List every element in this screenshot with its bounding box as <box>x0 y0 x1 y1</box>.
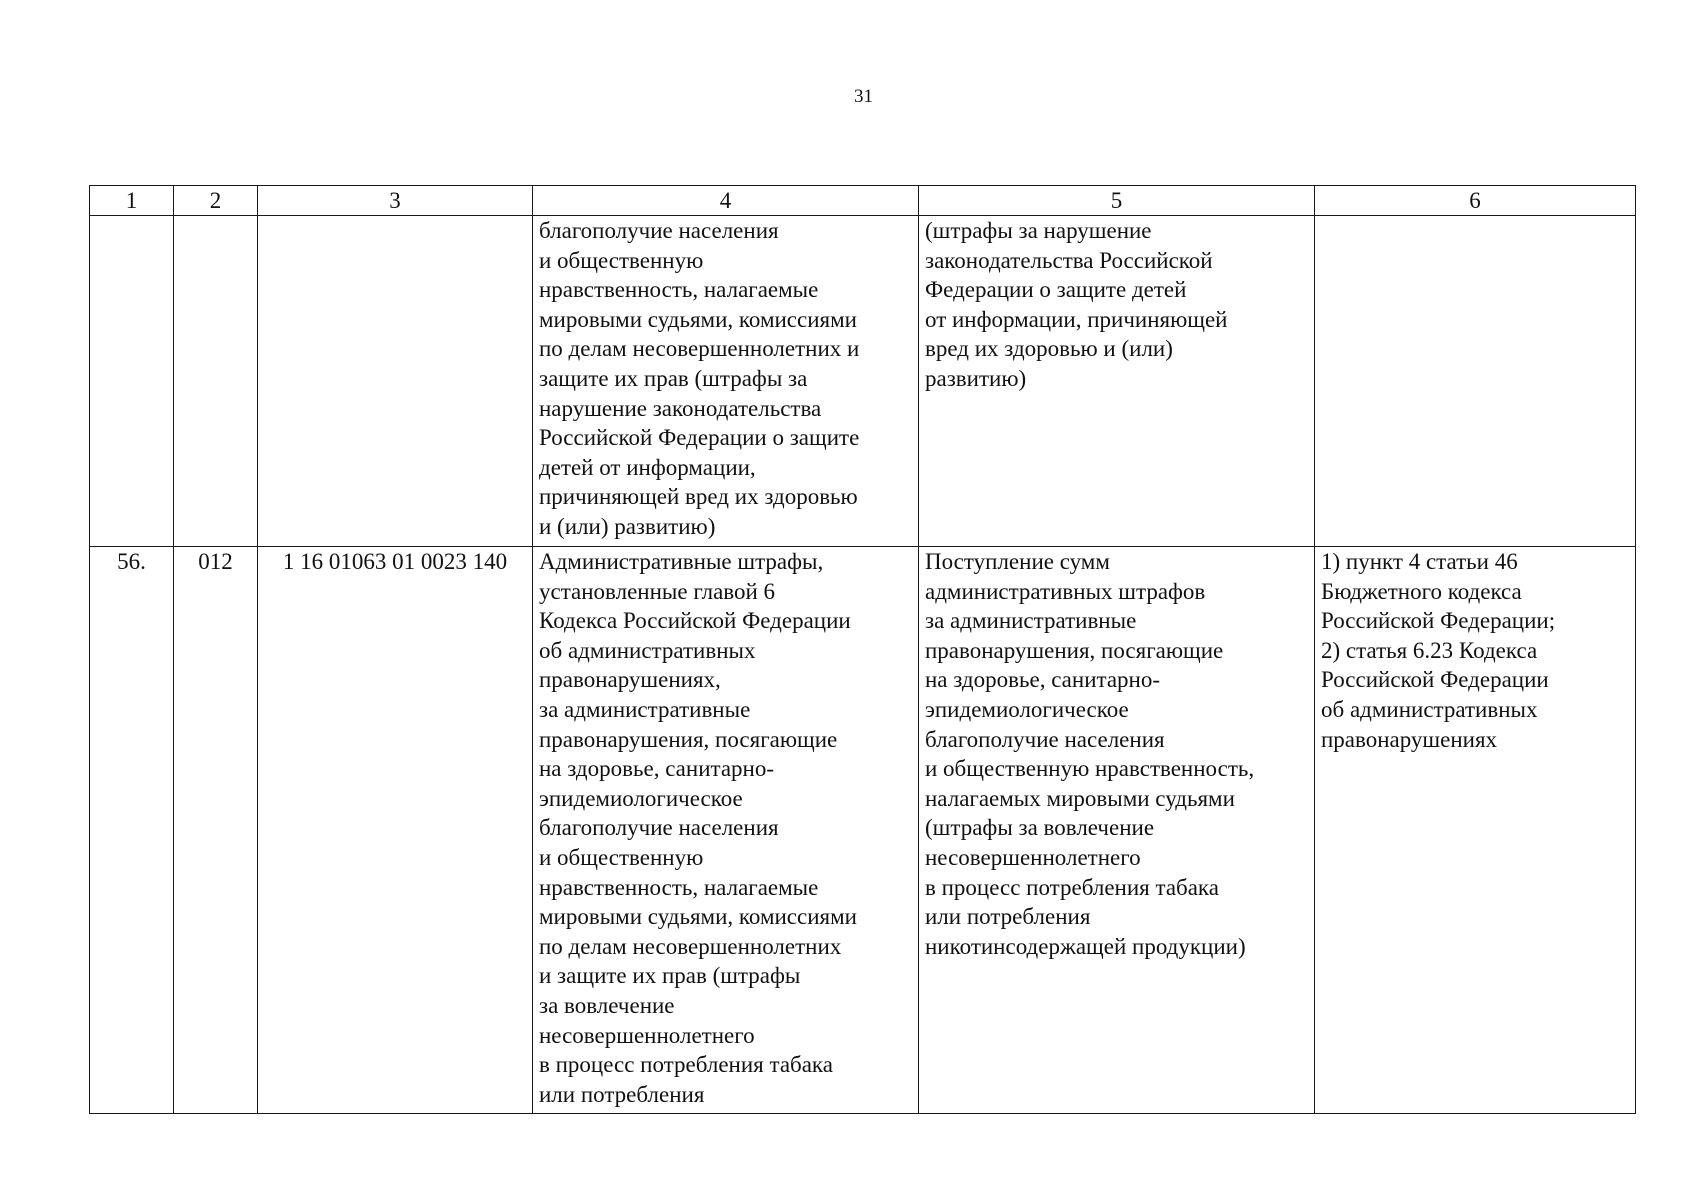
text-line: мировыми судьями, комиссиями <box>539 904 857 930</box>
text-line: правонарушения, посягающие <box>539 726 838 752</box>
text-line: от информации, причиняющей <box>925 306 1228 332</box>
text-line: вред их здоровью и (или) <box>925 336 1173 362</box>
header-col-2: 2 <box>174 186 258 216</box>
text-line: на здоровье, санитарно- <box>925 667 1161 693</box>
text-line: Поступление сумм <box>925 549 1110 574</box>
cell-number: 56. <box>90 547 174 1114</box>
text-line: или потребления <box>539 1081 705 1107</box>
text-line: (штрафы за вовлечение <box>925 815 1155 841</box>
cell-income-description <box>919 216 1315 547</box>
text-line: налагаемых мировыми судьями <box>925 785 1235 811</box>
text-line: по делам несовершеннолетних и <box>539 336 860 362</box>
text-line: эпидемиологическое <box>539 785 743 811</box>
cell-income-description <box>919 547 1315 1114</box>
cell-admin-code <box>174 216 258 547</box>
text-line: детей от информации, <box>539 454 756 480</box>
text-line: и (или) развитию) <box>539 513 716 539</box>
header-row <box>90 186 1636 216</box>
text-line: правонарушения, посягающие <box>925 637 1224 663</box>
cell-budget-code: 1 16 01063 01 0023 140 <box>258 547 533 1114</box>
text-line: Бюджетного кодекса <box>1321 578 1522 604</box>
text-line: нарушение законодательства <box>539 395 822 421</box>
text-line: несовершеннолетнего <box>925 844 1141 870</box>
text-line: за вовлечение <box>539 992 675 1018</box>
text-line: об административных <box>1321 696 1538 722</box>
text-line: административных штрафов <box>925 578 1206 604</box>
cell-income-name <box>533 547 919 1114</box>
cell-budget-code <box>258 216 533 547</box>
budget-classification-table <box>89 185 1636 1114</box>
text-line: Административные штрафы, <box>539 549 824 574</box>
text-line: по делам несовершеннолетних <box>539 933 842 959</box>
text-line: 2) статья 6.23 Кодекса <box>1321 637 1538 663</box>
text-line: на здоровье, санитарно- <box>539 756 775 782</box>
text-line: Российской Федерации; <box>1321 608 1556 634</box>
text-line: за административные <box>539 696 751 722</box>
header-col-5: 5 <box>919 186 1315 216</box>
header-col-4: 4 <box>533 186 919 216</box>
text-line: Федерации о защите детей <box>925 277 1187 303</box>
table-row-continuation <box>90 216 1636 547</box>
text-line: за административные <box>925 608 1137 634</box>
cell-legal-basis <box>1315 547 1636 1114</box>
text-line: правонарушениях <box>1321 726 1498 752</box>
text-line: и общественную нравственность, <box>925 756 1255 782</box>
text-line: причиняющей вред их здоровью <box>539 484 858 510</box>
text-line: в процесс потребления табака <box>925 874 1219 900</box>
cell-income-name <box>533 216 919 547</box>
text-line: и общественную <box>539 247 704 273</box>
cell-admin-code: 012 <box>174 547 258 1114</box>
text-line: установленные главой 6 <box>539 578 776 604</box>
text-line: нравственность, налагаемые <box>539 874 819 900</box>
header-col-1: 1 <box>90 186 174 216</box>
text-line: (штрафы за нарушение <box>925 218 1152 243</box>
text-line: благополучие населения <box>925 726 1165 752</box>
text-line: Российской Федерации о защите <box>539 425 860 451</box>
text-line: в процесс потребления табака <box>539 1052 833 1078</box>
text-line: законодательства Российской <box>925 247 1213 273</box>
text-line: Кодекса Российской Федерации <box>539 608 851 634</box>
text-line: развитию) <box>925 365 1027 391</box>
text-line: никотинсодержащей продукции) <box>925 933 1246 959</box>
text-line: правонарушениях, <box>539 667 721 693</box>
text-line: 1) пункт 4 статьи 46 <box>1321 549 1518 574</box>
table-row-56 <box>90 547 1636 1114</box>
text-line: мировыми судьями, комиссиями <box>539 306 857 332</box>
text-line: и общественную <box>539 844 704 870</box>
text-line: эпидемиологическое <box>925 696 1129 722</box>
cell-legal-basis <box>1315 216 1636 547</box>
text-line: и защите их прав (штрафы <box>539 963 801 989</box>
text-line: Российской Федерации <box>1321 667 1549 693</box>
page-number: 31 <box>854 86 873 107</box>
text-line: благополучие населения <box>539 815 779 841</box>
text-line: или потребления <box>925 904 1091 930</box>
cell-number <box>90 216 174 547</box>
header-col-3: 3 <box>258 186 533 216</box>
text-line: об административных <box>539 637 756 663</box>
text-line: несовершеннолетнего <box>539 1022 755 1048</box>
text-line: нравственность, налагаемые <box>539 277 819 303</box>
header-col-6: 6 <box>1315 186 1636 216</box>
text-line: благополучие населения <box>539 218 779 243</box>
text-line: защите их прав (штрафы за <box>539 365 808 391</box>
